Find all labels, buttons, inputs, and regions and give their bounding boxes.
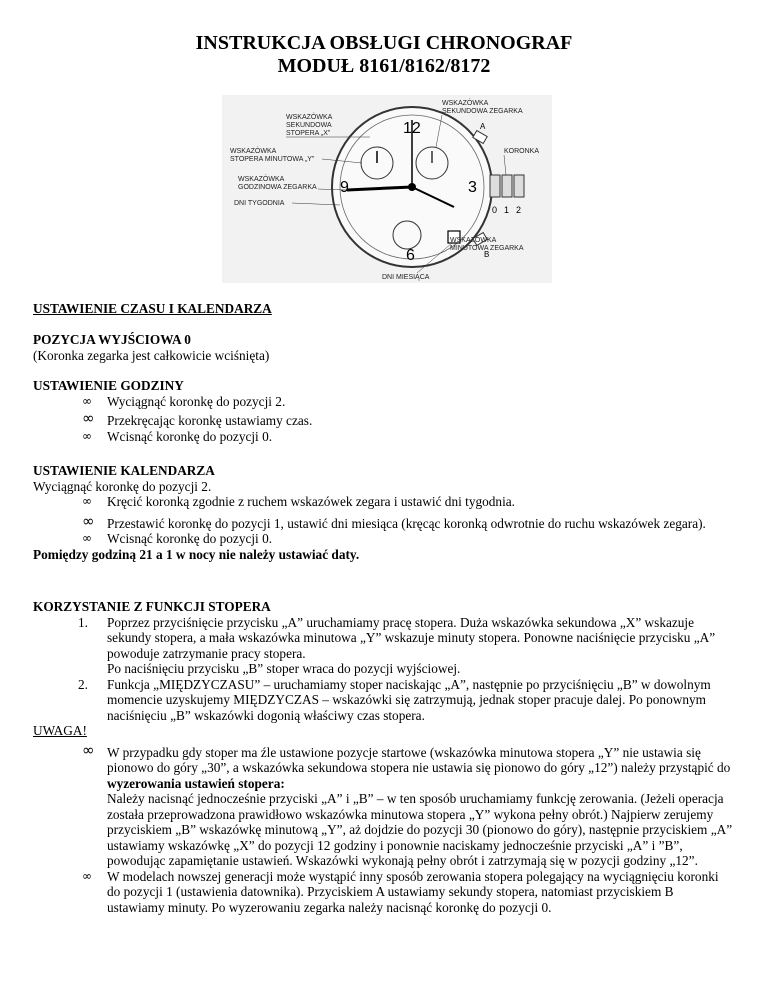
stopwatch-item-1-text-2: Po naciśnięciu przycisku „B” stoper wraca do pozycji wyjściowej.: [107, 661, 461, 676]
list-item: [33, 615, 733, 677]
bullet-icon: ∞: [82, 531, 92, 545]
list-item: [33, 869, 733, 916]
note-1-part1: W przypadku gdy stoper ma źle ustawione pozycje startowe (wskazówka minutowa stopera „Y” nie ustawia się pionowo do góry „30”, a wskazówka sekundowa stopera nie ustawia się pionowo do góry „12”) należy przystąpić do: [107, 744, 731, 775]
label-crown: KORONKA: [504, 148, 540, 155]
crown-pos-1: 1: [504, 205, 510, 215]
list-item: [33, 677, 733, 724]
label-weekdays: DNI TYGODNIA: [234, 200, 285, 207]
bullet-icon: ∞: [82, 868, 92, 883]
crown-pos-0: 0: [492, 205, 498, 215]
note-1-part2: Należy nacisnąć jednocześnie przyciski „A” i „B” – w ten sposób uruchamiamy funkcję zerowania. (Jeżeli operacja została przeprowadzona prawidłowo wskazówka minutowa stopera „Y” wykona pełny obrót.) Najpierw zerujemy przyciskiem „B” wskazówkę minutową „Y”, aż dojdzie do pozycji 30 (pionowo do góry), następnie przyciskiem „A” ustawiamy wskazówkę „X” do pozycji 12 godziny i ponownie naciskamy jednocześnie przyciski „A” i ”B”, powodując zapamiętanie ustawień. Wskazówki wykonają pełny obrót i zatrzymają się w pozycji godziny „12”.: [107, 791, 733, 868]
start-position-heading: POZYCJA WYJŚCIOWA 0: [33, 332, 191, 347]
bullet-icon: ∞: [82, 409, 95, 427]
stopwatch-item-1-text: Poprzez przyciśnięcie przycisku „A” uruchamiamy pracę stopera. Duża wskazówka sekundowa „X” wskazuje sekundy stopera, a mała wskazówka minutowa „Y” wskazuje minuty stopera. Ponowne naciśnięcie przycisku „A” powoduje zatrzymanie pracy stopera.: [107, 614, 716, 661]
label-minute-y-2: STOPERA MINUTOWA „Y”: [230, 156, 315, 163]
set-calendar-item-2: Przestawić koronkę do pozycji 1, ustawić dni miesiąca (kręcąc koronką odwrotnie do ruchu wskazówek zegara).: [107, 515, 706, 531]
crown-0: [490, 175, 500, 197]
label-hour-1: WSKAZÓWKA: [238, 176, 285, 183]
start-position-block: [33, 332, 733, 363]
bullet-icon: ∞: [82, 740, 95, 759]
stopwatch-heading: KORZYSTANIE Z FUNKCJI STOPERA: [33, 599, 271, 614]
list-number: 2.: [78, 676, 88, 692]
dial-number-6: 6: [406, 247, 415, 264]
list-item: [33, 740, 733, 869]
note-heading: UWAGA!: [33, 723, 87, 738]
note-1-bold: wyzerowania ustawień stopera:: [107, 775, 285, 791]
bullet-icon: ∞: [82, 511, 95, 530]
list-item: [33, 409, 733, 429]
set-time-heading: USTAWIENIE GODZINY: [33, 378, 184, 393]
pusher-b-label: B: [484, 250, 490, 259]
start-position-text: (Koronka zegarka jest całkowicie wciśnięta): [33, 347, 270, 363]
crown-pos-2: 2: [516, 205, 522, 215]
dial-number-3: 3: [468, 179, 477, 196]
label-watch-second-1: WSKAZÓWKA: [442, 100, 489, 107]
set-calendar-intro: Wyciągnąć koronkę do pozycji 2.: [33, 478, 212, 494]
bullet-icon: ∞: [82, 494, 92, 508]
set-time-item-3: Wcisnąć koronkę do pozycji 0.: [107, 428, 273, 444]
label-watch-minute-2: MINUTOWA ZEGARKA: [450, 245, 524, 252]
label-watch-second-2: SEKUNDOWA ZEGARKA: [442, 108, 523, 115]
list-item: [33, 511, 733, 532]
stopwatch-block: [33, 599, 733, 915]
bullet-icon: ∞: [82, 428, 92, 443]
list-item: [33, 429, 733, 445]
note-2: W modelach nowszej generacji może wystąpić inny sposób zerowania stopera polegający na wyciągnięciu koronki do pozycji 1 (ustawienia datownika). Przyciskiem A ustawiamy sekundy stopera, natomiast przyciskiem B ustawiamy minuty. Po wyzerowaniu zegarka należy nacisnąć koronkę do pozycji 0.: [107, 868, 719, 915]
set-time-item-1: Wyciągnąć koronkę do pozycji 2.: [107, 393, 286, 409]
list-number: 1.: [78, 614, 88, 630]
watch-diagram: [222, 95, 552, 283]
document-title-line2: MODUŁ 8161/8162/8172: [277, 55, 491, 77]
set-time-item-2: Przekręcając koronkę ustawiamy czas.: [107, 413, 313, 428]
dial-number-12: 12: [403, 120, 421, 137]
list-item: [33, 494, 733, 510]
crown-1: [502, 175, 512, 197]
crown-2: [514, 175, 524, 197]
label-second-x-3: STOPERA „X”: [286, 130, 331, 137]
label-month-days: DNI MIESIĄCA: [382, 274, 430, 281]
hand-pivot: [408, 183, 416, 191]
list-item: [33, 531, 733, 547]
section-heading-time-calendar: USTAWIENIE CZASU I KALENDARZA: [33, 301, 272, 316]
label-second-x-2: SEKUNDOWA: [286, 122, 332, 129]
label-second-x-1: WSKAZÓWKA: [286, 114, 333, 121]
document-title-line1: INSTRUKCJA OBSŁUGI CHRONOGRAF: [195, 32, 573, 54]
set-time-block: [33, 378, 733, 444]
label-watch-minute-1: WSKAZÓWKA: [450, 237, 497, 244]
label-minute-y-1: WSKAZÓWKA: [230, 148, 277, 155]
label-hour-2: GODZINOWA ZEGARKA: [238, 184, 317, 191]
set-calendar-heading: USTAWIENIE KALENDARZA: [33, 463, 215, 478]
list-item: [33, 394, 733, 410]
set-calendar-item-3: Wcisnąć koronkę do pozycji 0.: [107, 531, 273, 546]
set-calendar-block: [33, 463, 733, 562]
set-calendar-warning: Pomiędzy godziną 21 a 1 w nocy nie należy ustawiać daty.: [33, 546, 360, 562]
set-calendar-item-1: Kręcić koronką zgodnie z ruchem wskazówek zegara i ustawić dni tygodnia.: [107, 494, 515, 509]
pusher-a-label: A: [480, 122, 486, 131]
dial-number-9: 9: [340, 179, 349, 196]
stopwatch-item-2-text: Funkcja „MIĘDZYCZASU” – uruchamiamy stoper naciskając „A”, następnie po przyciśnięciu „B” w dowolnym momencie uzyskujemy MIĘDZYCZAS – wskazówki się zatrzymują, jednak stoper pracuje dalej. Po ponownym naciśnięciu „B” wskazówki dogonią właściwy czas stopera.: [107, 676, 711, 723]
bullet-icon: ∞: [82, 393, 92, 408]
